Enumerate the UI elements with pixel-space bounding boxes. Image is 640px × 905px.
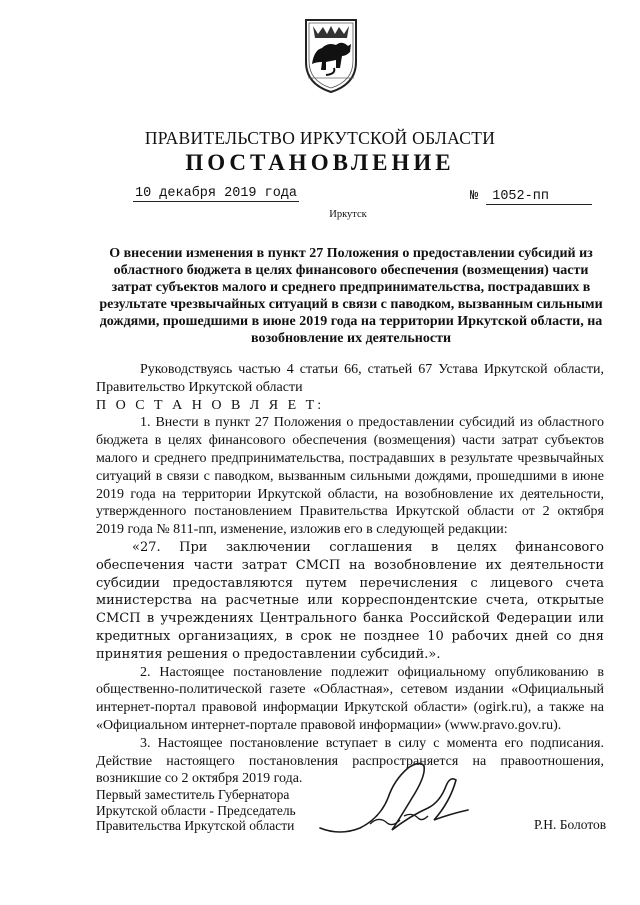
document-type-title: ПОСТАНОВЛЕНИЕ: [185, 150, 455, 175]
coat-of-arms-emblem: [296, 12, 366, 96]
document-number: [470, 189, 592, 205]
document-number-value: 1052-пп: [486, 189, 592, 205]
quoted-amendment: «27. При заключении соглашения в целях финансового обеспечения части затрат СМСП на возобновление их деятельности субсидии предоставляются путем перечисления с лицевого счета министерства на расчетные или корреспондентские счета, открытые СМСП в учреждениях Центрального банка Российской Федерации или кредитных организациях, в срок не позднее 10 рабочих дней со дня принятия решения о предоставлении субсидий.».: [96, 539, 604, 662]
document-date: [133, 186, 299, 201]
document-body: [96, 361, 604, 788]
decree-word: П О С Т А Н О В Л Я Е Т:: [96, 397, 325, 413]
signer-title-line: Первый заместитель Губернатора: [96, 787, 290, 802]
signer-title-line: Правительства Иркутской области: [96, 818, 295, 833]
paragraph-1: 1. Внести в пункт 27 Положения о предоставлении субсидий из областного бюджета в целях финансового обеспечения (возмещения) части затрат субъектов малого и среднего предпринимательства, пострадавших в результате чрезвычайных ситуаций в связи с паводком, вызванным сильными дождями, прошедшими в июне 2019 года на территории Иркутской области, на возобновление их деятельности, утвержденного постановлением Правительства Иркутской области от 2 октября 2019 года № 811-пп, изменение, изложив его в следующей редакции:: [96, 415, 604, 538]
signer-title-line: Иркутской области - Председатель: [96, 802, 296, 818]
handwritten-signature: [300, 758, 500, 848]
paragraph-2: 2. Настоящее постановление подлежит официальному опубликованию в общественно-политической газете «Областная», сетевом издании «Официальный интернет-портал правовой информации Иркутской области» (ogirk.ru), а также на «Официальном интернет-портале правовой информации» (www.pravo.gov.ru).: [96, 664, 604, 733]
signer-name: Р.Н. Болотов: [534, 817, 607, 832]
number-prefix: №: [470, 189, 479, 204]
city-name: Иркутск: [329, 209, 367, 220]
preamble-paragraph: Руководствуясь частью 4 статьи 66, статьей 67 Устава Иркутской области, Правительство Иркутской области: [96, 362, 604, 395]
government-name: ПРАВИТЕЛЬСТВО ИРКУТСКОЙ ОБЛАСТИ: [144, 128, 496, 148]
paragraph-3: 3. Настоящее постановление вступает в силу с момента его подписания. Действие настоящего постановления распространяется на правоотношения, возникшие со 2 октября 2019 года.: [96, 735, 604, 787]
document-heading: О внесении изменения в пункт 27 Положения о предоставлении субсидий из областного бюджета в целях финансового обеспечения (возмещения) части затрат субъектов малого и среднего предпринимательства, пострадавших в результате чрезвычайных ситуаций в связи с паводком, вызванным сильными дождями, прошедшими в июне 2019 года на территории Иркутской области, на возобновление их деятельности: [99, 246, 603, 346]
document-date-value: 10 декабря 2019 года: [135, 186, 298, 201]
signer-title: [96, 787, 296, 834]
